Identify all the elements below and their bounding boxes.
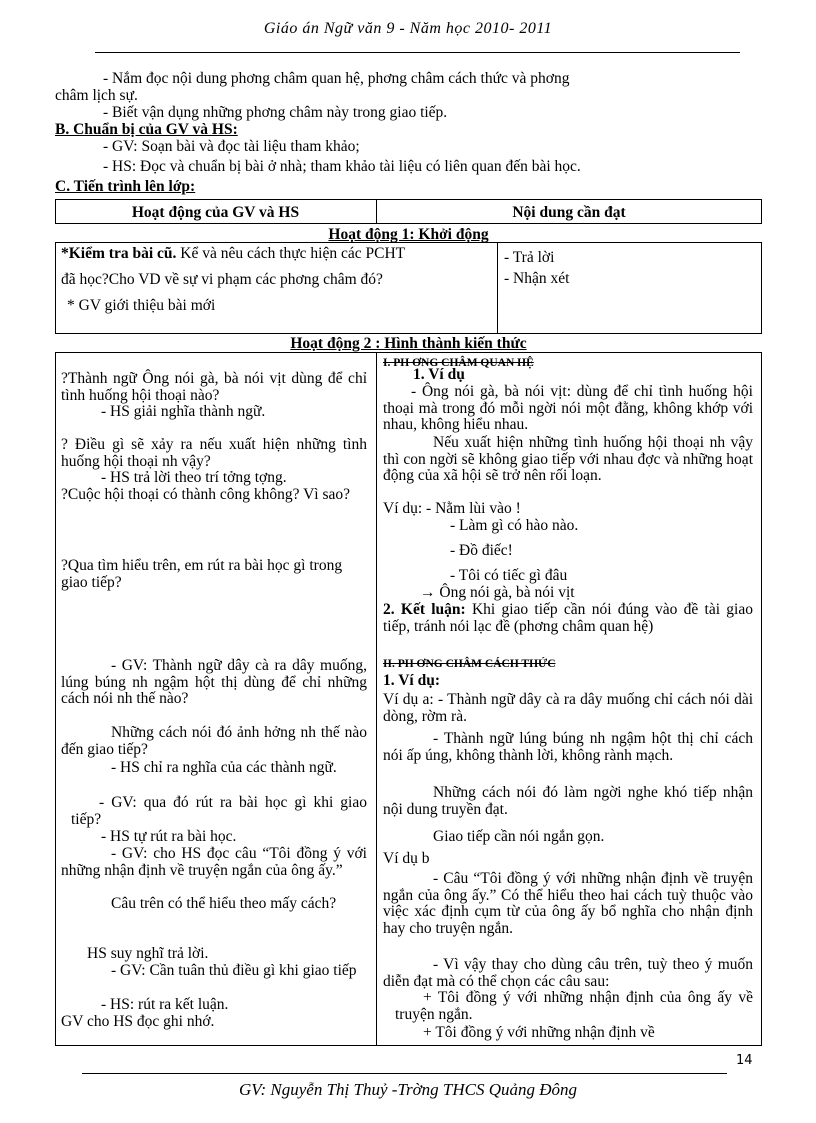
right-example-b: Ví dụ b — [383, 850, 430, 867]
right-p6: Giao tiếp cần nói ngắn gọn. — [433, 828, 605, 845]
col1-header: Hoạt động của GV và HS — [131, 204, 300, 221]
left-hs-meaning: - HS chỉ ra nghĩa của các thành ngữ. — [111, 759, 337, 776]
right-example-4: - Tôi có tiếc gì đâu — [450, 567, 568, 584]
left-gv-sentence: - GV: cho HS đọc câu “Tôi đồng ý với những nhận định về truyện ngắn của ông ấy.” — [61, 845, 367, 879]
activity-2-title: Hoạt động 2 : Hình thành kiến thức — [290, 335, 527, 352]
left-gv-idioms: - GV: Thành ngữ dây cà ra dây muống, lúng búng nh ngậm hột thị dùng để chỉ những cách nói nh thế nào? — [61, 657, 367, 708]
right-p4: - Thành ngữ lúng búng nh ngậm hột thị chỉ cách nói ấp úng, không thành lời, không rành mạch. — [383, 730, 753, 764]
left-effect-question: Những cách nói đó ảnh hởng nh thế nào đến giao tiếp? — [61, 724, 367, 758]
right-p9: + Tôi đồng ý với những nhận định của ông ấy về truyện ngắn. — [395, 989, 753, 1023]
right-p7: - Câu “Tôi đồng ý với những nhận định về truyện ngắn của ông ấy.” Có thể hiểu theo hai cách tuỳ thuộc vào việc xác định cụm từ của ông ấy bổ nghĩa cho nhận định hay cho truyện ngắn. — [383, 870, 753, 937]
section-i-title: I. PH ƠNG CHÂM QUAN HỆ — [383, 357, 534, 369]
right-p8: - Vì vậy thay cho dùng câu trên, tuỳ theo ý muốn diễn đạt mà có thể chọn các câu sau: — [383, 956, 753, 990]
left-hs-lesson: - HS tự rút ra bài học. — [101, 828, 237, 845]
left-q3: ?Cuộc hội thoại có thành công không? Vì sao? — [61, 486, 350, 503]
right-p10: + Tôi đồng ý với những nhận định về — [423, 1024, 655, 1041]
activity-1-answer-1: - Trả lời — [504, 249, 555, 266]
check-old-lesson: *Kiểm tra bài cũ. — [61, 245, 177, 262]
section-ii-example-title: 1. Ví dụ: — [383, 672, 440, 689]
col2-header: Nội dung cần đạt — [512, 204, 626, 221]
right-p3: Ví dụ a: - Thành ngữ dây cà ra dây muống chỉ cách nói dài dòng, rờm rà. — [383, 691, 753, 725]
left-q4: ?Qua tìm hiểu trên, em rút ra bài học gì trong giao tiếp? — [61, 557, 343, 591]
left-q2-hs: - HS trả lời theo trí tởng tợng. — [101, 469, 287, 486]
objective-line-3: - Biết vận dụng những phơng châm này trong giao tiếp. — [103, 104, 448, 121]
activity-1-q-line1 — [61, 245, 405, 262]
section-c-title: C. Tiến trình lên lớp: — [55, 178, 196, 195]
activity-1-answer-2: - Nhận xét — [504, 270, 570, 287]
conclusion-text: Khi giao tiếp cần nói đúng vào đề tài giao tiếp, tránh nói lạc đề (phơng châm quan hệ) — [383, 601, 753, 635]
activity-1-q-line2: đã học?Cho VD về sự vi phạm các phơng châm đó? — [61, 271, 383, 288]
page-header: Giáo án Ngữ văn 9 - Năm học 2010- 2011 — [263, 20, 553, 37]
left-gv-lesson: - GV: qua đó rút ra bài học gì khi giao tiếp? — [71, 794, 367, 828]
right-p2: Nếu xuất hiện những tình huống hội thoại nh vậy thì con ngời sẽ không giao tiếp với nhau đợc và những hoạt động của xã hội sẽ trở nên rối loạn. — [383, 434, 753, 485]
left-q1: ?Thành ngữ Ông nói gà, bà nói vịt dùng để chỉ tình huống hội thoại nào? — [61, 370, 367, 404]
right-conclusion — [383, 602, 753, 635]
right-example-2: - Làm gì có hào nào. — [450, 517, 579, 534]
footer-rule — [82, 1073, 727, 1074]
right-p5: Những cách nói đó làm ngời nghe khó tiếp nhận nội dung truyền đạt. — [383, 784, 753, 818]
left-hs-conclude: - HS: rút ra kết luận. — [101, 996, 229, 1013]
activity-1-title: Hoạt động 1: Khởi động — [328, 226, 489, 243]
right-example-1: Ví dụ: - Nằm lùi vào ! — [383, 500, 521, 517]
right-example-5: → Ông nói gà, bà nói vịt — [420, 584, 575, 601]
hs-prep: - HS: Đọc và chuẩn bị bài ở nhà; tham khảo tài liệu có liên quan đến bài học. — [103, 158, 581, 175]
left-gv-rule: - GV: Cần tuân thủ điều gì khi giao tiếp — [111, 962, 357, 979]
activity-2-divider — [376, 352, 377, 1046]
gv-prep: - GV: Soạn bài và đọc tài liệu tham khảo; — [103, 138, 360, 155]
page-footer: GV: Nguyễn Thị Thuỷ -Trờng THCS Quảng Đông — [238, 1080, 578, 1099]
right-p1: - Ông nói gà, bà nói vịt: dùng để chỉ tình huống hội thoại mà trong đó mỗi ngời nói một đằng, không khớp với nhau, không hiểu nhau. — [383, 383, 753, 434]
section-ii-title: II. PH ƠNG CHÂM CÁCH THỨC — [383, 658, 556, 670]
left-q2: ? Điều gì sẽ xảy ra nếu xuất hiện những tình huống hội thoại nh vậy? — [61, 436, 367, 470]
section-b-title: B. Chuẩn bị của GV và HS: — [55, 121, 238, 138]
conclusion-label: 2. Kết luận: — [383, 601, 466, 618]
left-gv-note: GV cho HS đọc ghi nhớ. — [61, 1013, 215, 1030]
header-rule — [95, 52, 740, 53]
left-how-many: Câu trên có thể hiểu theo mấy cách? — [111, 895, 337, 912]
objective-line-1: - Nắm đọc nội dung phơng châm quan hệ, phơng châm cách thức và phơng — [103, 70, 570, 87]
section-i-example-title: 1. Ví dụ — [413, 366, 465, 383]
left-q1-hs: - HS giải nghĩa thành ngữ. — [101, 403, 266, 420]
page-number: 14 — [736, 1053, 753, 1068]
check-old-lesson-text: Kể và nêu cách thực hiện các PCHT — [176, 245, 406, 262]
activity-1-intro: * GV giới thiệu bài mới — [67, 297, 216, 314]
right-example-3: - Đồ điếc! — [450, 542, 513, 559]
objective-line-2: châm lịch sự. — [55, 87, 138, 104]
activity-1-divider — [497, 242, 498, 334]
left-hs-think: HS suy nghĩ trả lời. — [87, 945, 209, 962]
